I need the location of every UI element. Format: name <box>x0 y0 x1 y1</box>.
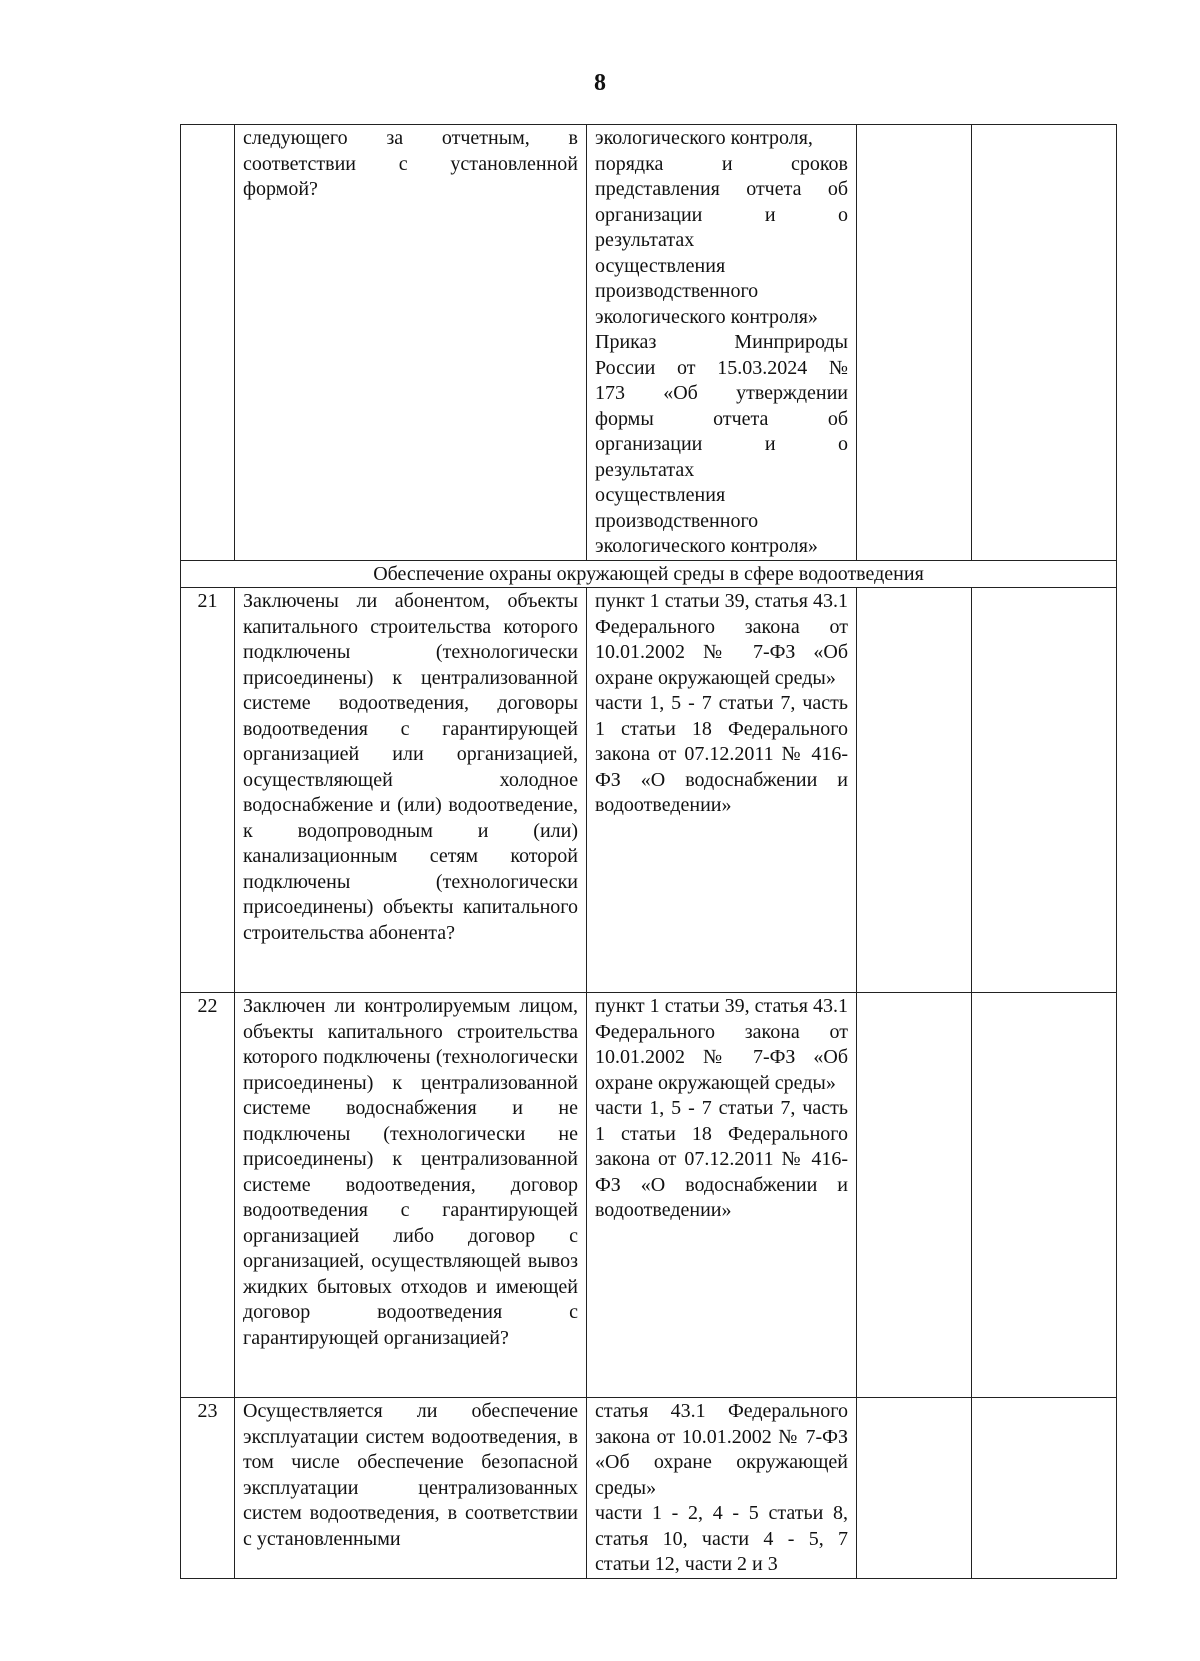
reference-line: формы отчета об <box>595 407 848 430</box>
reference-line: результатах <box>595 458 695 481</box>
reference-line: производственного <box>595 280 759 302</box>
empty-cell <box>972 588 1117 993</box>
empty-cell <box>972 1398 1117 1579</box>
question-cell: следующего за отчетным, в соответствии с установленной формой? <box>235 125 587 561</box>
reference-line: экологического контроля» <box>595 305 818 328</box>
reference-line: результатах <box>595 229 695 251</box>
page-number: 8 <box>594 70 606 96</box>
reference-line: Приказ Минприроды <box>595 331 848 353</box>
empty-cell <box>857 588 972 993</box>
section-title: Обеспечение охраны окружающей среды в сфере водоотведения <box>181 560 1117 588</box>
reference-paragraph: статья 43.1 Федерального закона от 10.01.2002 № 7-ФЗ «Об охране окружающей среды» <box>595 1400 848 1499</box>
row-number: 22 <box>181 993 235 1398</box>
reference-line: организации и о <box>595 433 848 455</box>
reference-line: осуществления <box>595 484 726 506</box>
reference-line: производственного <box>595 509 759 532</box>
reference-line: представления отчета об <box>595 178 848 200</box>
table-row-continued <box>181 125 1117 561</box>
table-row <box>181 1398 1117 1579</box>
table-row <box>181 993 1117 1398</box>
empty-cell <box>972 125 1117 561</box>
row-number: 21 <box>181 588 235 993</box>
table-row <box>181 588 1117 993</box>
reference-paragraph: пункт 1 статьи 39, статья 43.1 Федерального закона от 10.01.2002 № 7-ФЗ «Об охране окружающей среды» <box>595 995 848 1094</box>
reference-line: 173 «Об утверждении <box>595 382 848 404</box>
reference-paragraph: части 1, 5 - 7 статьи 7, часть 1 статьи 18 Федерального закона от 07.12.2011 № 416-ФЗ «О водоснабжении и водоотведении» <box>595 692 848 816</box>
reference-line: организации и о <box>595 203 848 226</box>
empty-cell <box>857 993 972 1398</box>
empty-cell <box>857 1398 972 1579</box>
question-cell: Заключены ли абонентом, объекты капитального строительства которого подключены (технологически присоединены) к централизованной системе водоотведения, договоры водоотведения с гарантирующей организацией или организацией, осуществляющей холодное водоснабжение и (или) водоотведение, к водопроводным и (или) канализационным сетям которой подключены (технологически присоединены) объекты капитального строительства абонента? <box>235 588 587 993</box>
reference-paragraph: пункт 1 статьи 39, статья 43.1 Федерального закона от 10.01.2002 № 7-ФЗ «Об охране окружающей среды» <box>595 590 848 689</box>
reference-line: порядка и сроков <box>595 152 848 175</box>
reference-cell <box>587 993 857 1398</box>
question-cell: Заключен ли контролируемым лицом, объекты капитального строительства которого подключены (технологически присоединены) к централизованной системе водоснабжения и не подключены (технологически не присоединены) к централизованной системе водоотведения, договор водоотведения с гарантирующей организацией либо договор с организацией, осуществляющей вывоз жидких бытовых отходов и имеющей договор водоотведения с гарантирующей организацией? <box>235 993 587 1398</box>
reference-paragraph: части 1 - 2, 4 - 5 статьи 8, статья 10, части 4 - 5, 7 статьи 12, части 2 и 3 <box>595 1502 848 1575</box>
checklist-table <box>180 124 1117 1579</box>
question-cell: Осуществляется ли обеспечение эксплуатации систем водоотведения, в том числе обеспечение безопасной эксплуатации централизованных систем водоотведения, в соответствии с установленными <box>235 1398 587 1579</box>
reference-cell <box>587 1398 857 1579</box>
empty-cell <box>972 993 1117 1398</box>
reference-paragraph: части 1, 5 - 7 статьи 7, часть 1 статьи 18 Федерального закона от 07.12.2011 № 416-ФЗ «О водоснабжении и водоотведении» <box>595 1097 848 1221</box>
row-number-cell <box>181 125 235 561</box>
reference-line: России от 15.03.2024 № <box>595 356 848 379</box>
reference-line: экологического контроля, <box>595 127 813 149</box>
empty-cell <box>857 125 972 561</box>
reference-cell <box>587 125 857 561</box>
reference-line: экологического контроля» <box>595 535 818 557</box>
reference-line: осуществления <box>595 254 726 277</box>
reference-cell <box>587 588 857 993</box>
row-number: 23 <box>181 1398 235 1579</box>
section-header-row <box>181 560 1117 588</box>
